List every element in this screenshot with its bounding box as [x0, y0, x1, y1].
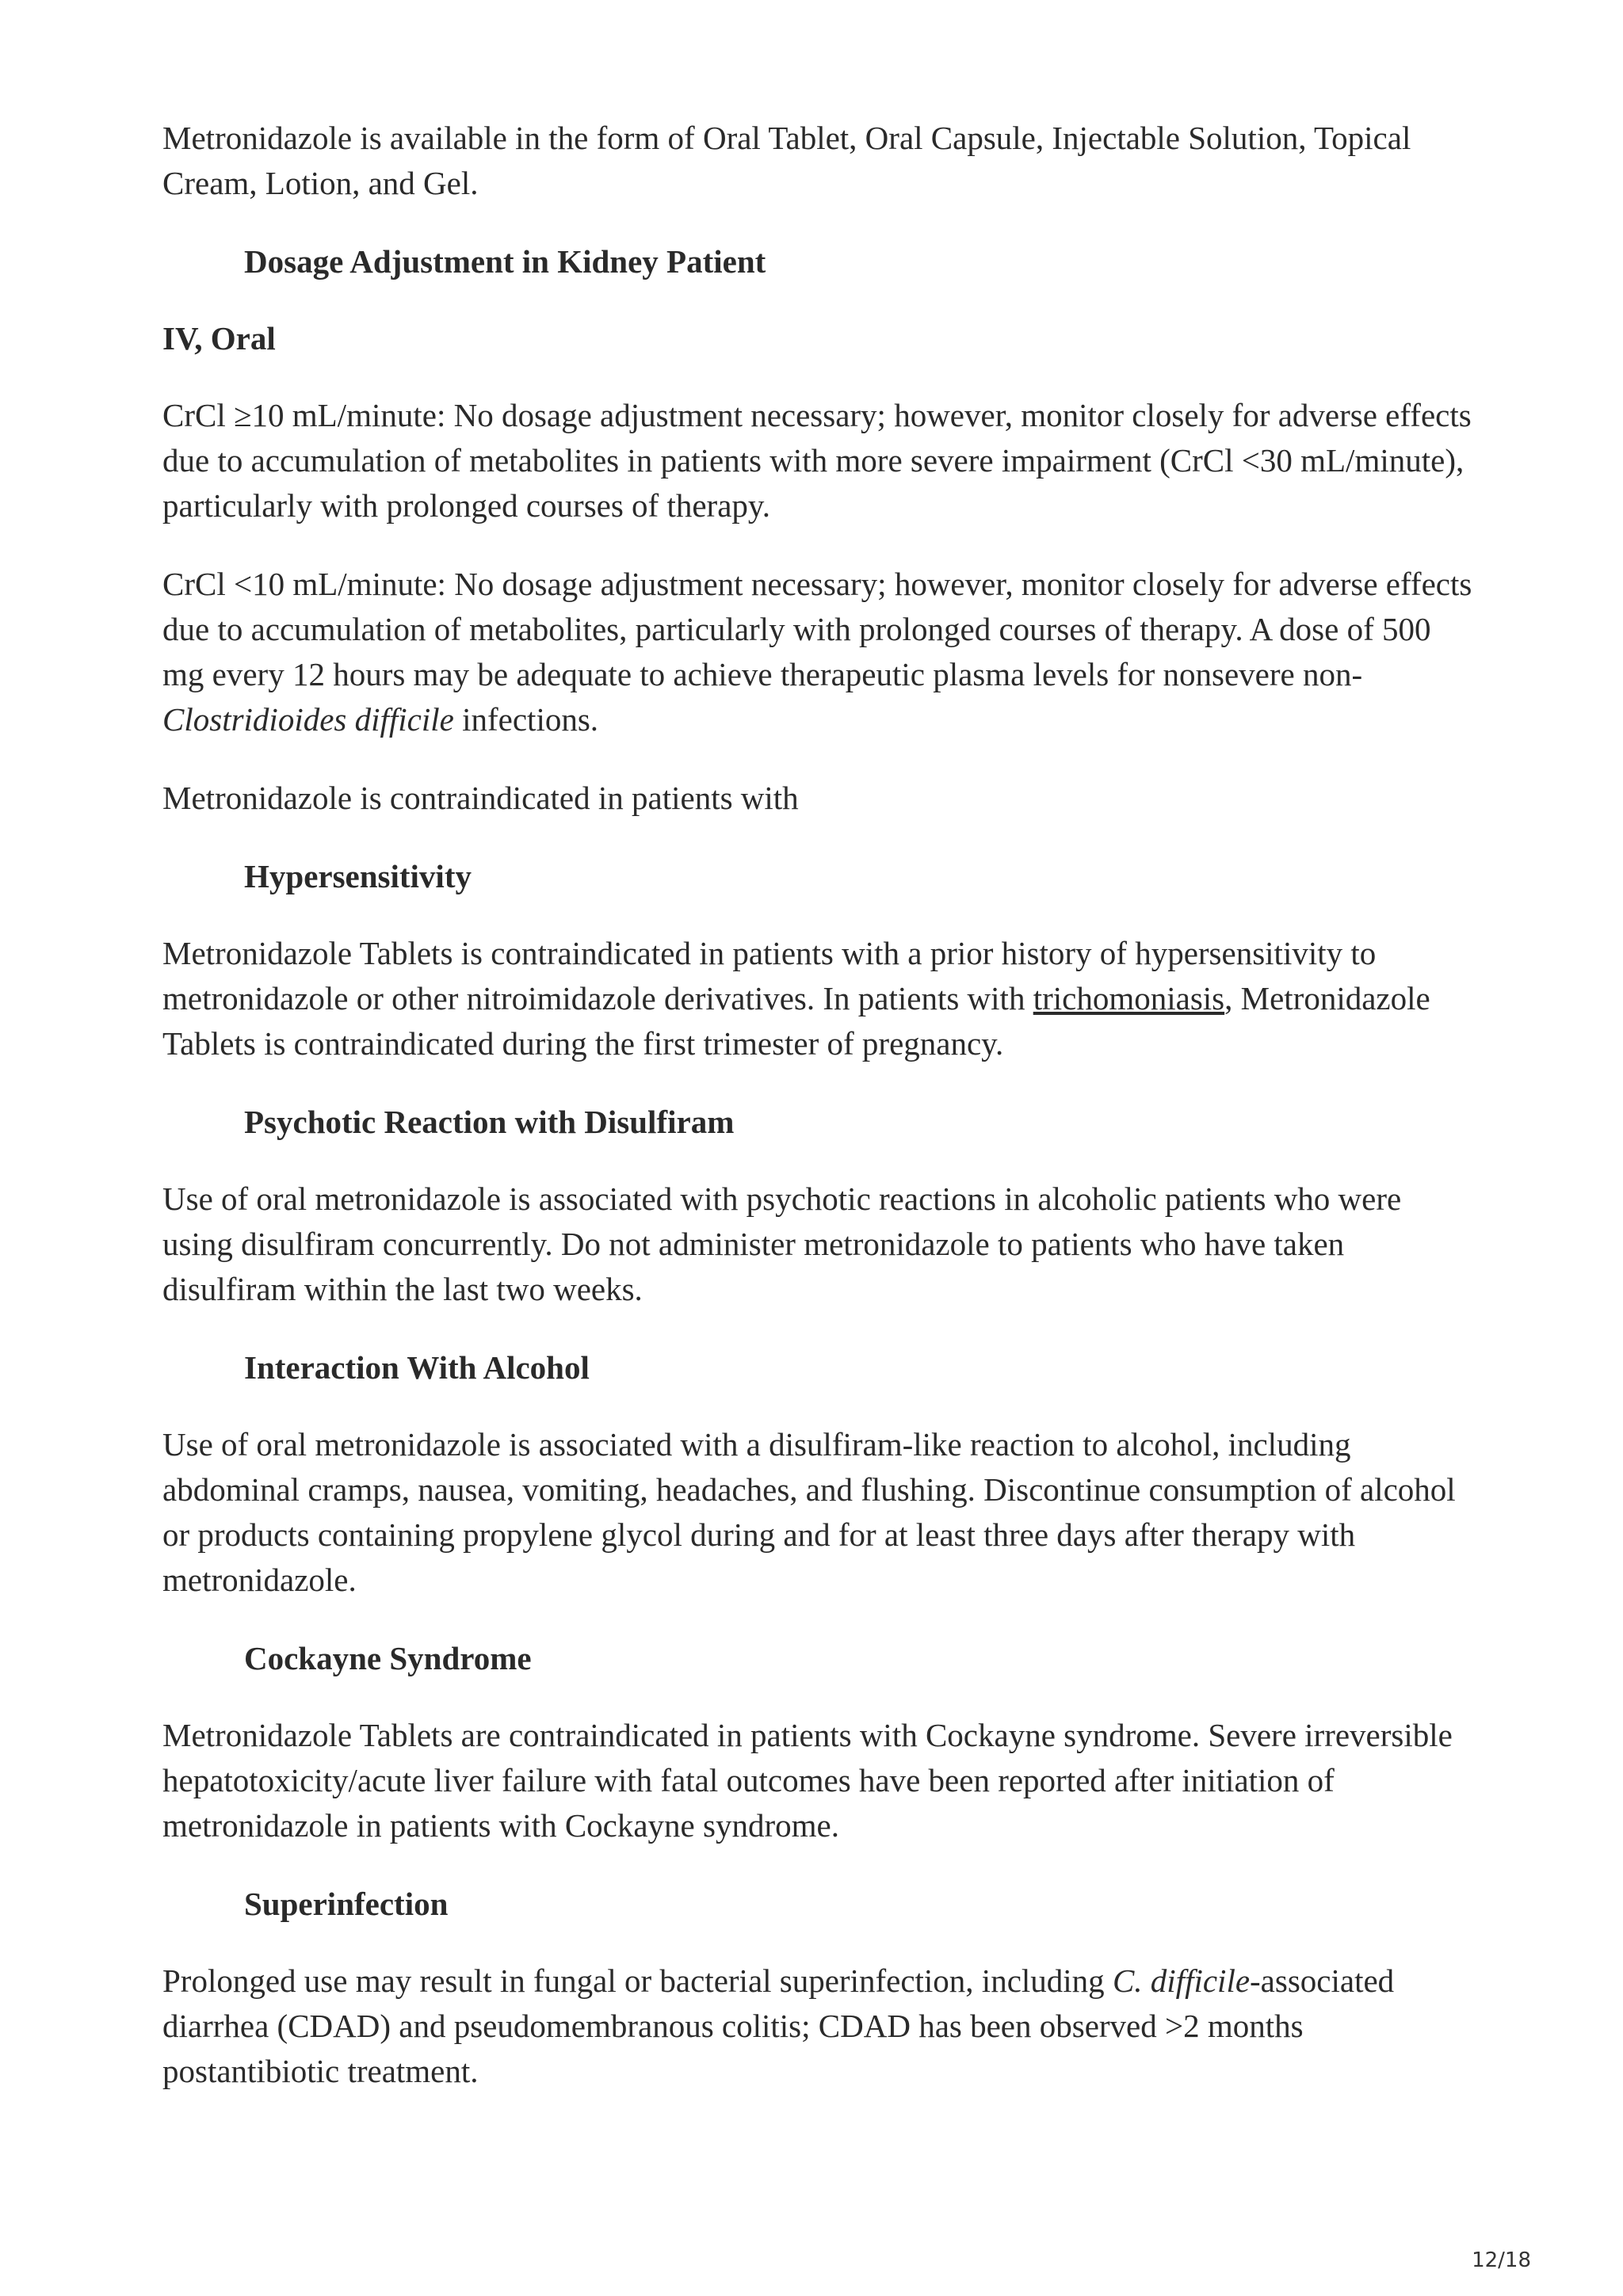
crcl-under-10-paragraph	[162, 562, 1478, 742]
crcl-under-10-text: CrCl <10 mL/minute: No dosage adjustment necessary; however, monitor closely for adverse effects due to accumulation of metabolites, particularly with prolonged courses of therapy. A dose of 500 mg every 12 hours may be adequate to achieve therapeutic plasma levels for nonsevere non-	[162, 566, 1472, 692]
alcohol-paragraph: Use of oral metronidazole is associated with a disulfiram-like reaction to alcohol, including abdominal cramps, nausea, vomiting, headaches, and flushing. Discontinue consumption of alcohol or products containing propylene glycol during and for at least three days after therapy with metronidazole.	[162, 1426, 1456, 1598]
disulfiram-paragraph: Use of oral metronidazole is associated with psychotic reactions in alcoholic patients who were using disulfiram concurrently. Do not administer metronidazole to patients who have taken disulfiram within the last two weeks.	[162, 1180, 1402, 1307]
c-difficile-italic: C. difficile	[1112, 1962, 1251, 1999]
organism-name-italic: Clostridioides difficile	[162, 701, 454, 738]
hypersensitivity-heading: Hypersensitivity	[244, 858, 472, 894]
hypersensitivity-text: Metronidazole Tablets is contraindicated in patients with a prior history of hypersensitivity to metronidazole or other nitroimidazole derivatives. In patients with	[162, 935, 1377, 1016]
alcohol-heading: Interaction With Alcohol	[244, 1349, 590, 1386]
page-number: 12/18	[1472, 2248, 1531, 2272]
superinfection-text-end: -associated diarrhea (CDAD) and pseudomembranous colitis; CDAD has been observed >2 months postantibiotic treatment.	[162, 1962, 1395, 2089]
route-subheading: IV, Oral	[162, 320, 276, 357]
intro-paragraph: Metronidazole is available in the form of Oral Tablet, Oral Capsule, Injectable Solution, Topical Cream, Lotion, and Gel.	[162, 120, 1411, 201]
cockayne-heading: Cockayne Syndrome	[244, 1640, 532, 1676]
trichomoniasis-link[interactable]: trichomoniasis	[1033, 980, 1225, 1016]
superinfection-text: Prolonged use may result in fungal or bacterial superinfection, including	[162, 1962, 1113, 1999]
kidney-dosage-heading: Dosage Adjustment in Kidney Patient	[244, 243, 766, 280]
crcl-under-10-text-end: infections.	[453, 701, 599, 738]
document-body	[162, 116, 1478, 2127]
superinfection-heading: Superinfection	[244, 1886, 449, 1922]
crcl-10-plus-paragraph: CrCl ≥10 mL/minute: No dosage adjustment necessary; however, monitor closely for adverse effects due to accumulation of metabolites in patients with more severe impairment (CrCl <30 mL/minute), particularly with prolonged courses of therapy.	[162, 397, 1472, 524]
cockayne-paragraph: Metronidazole Tablets are contraindicated in patients with Cockayne syndrome. Severe irreversible hepatotoxicity/acute liver failure with fatal outcomes have been reported after initiation of metronidazole in patients with Cockayne syndrome.	[162, 1717, 1453, 1844]
contraindicated-intro: Metronidazole is contraindicated in patients with	[162, 780, 799, 816]
hypersensitivity-paragraph	[162, 931, 1478, 1066]
superinfection-paragraph	[162, 1958, 1478, 2094]
hypersensitivity-text-end: , Metronidazole Tablets is contraindicated during the first trimester of pregnancy.	[162, 980, 1430, 1062]
disulfiram-heading: Psychotic Reaction with Disulfiram	[244, 1104, 735, 1140]
